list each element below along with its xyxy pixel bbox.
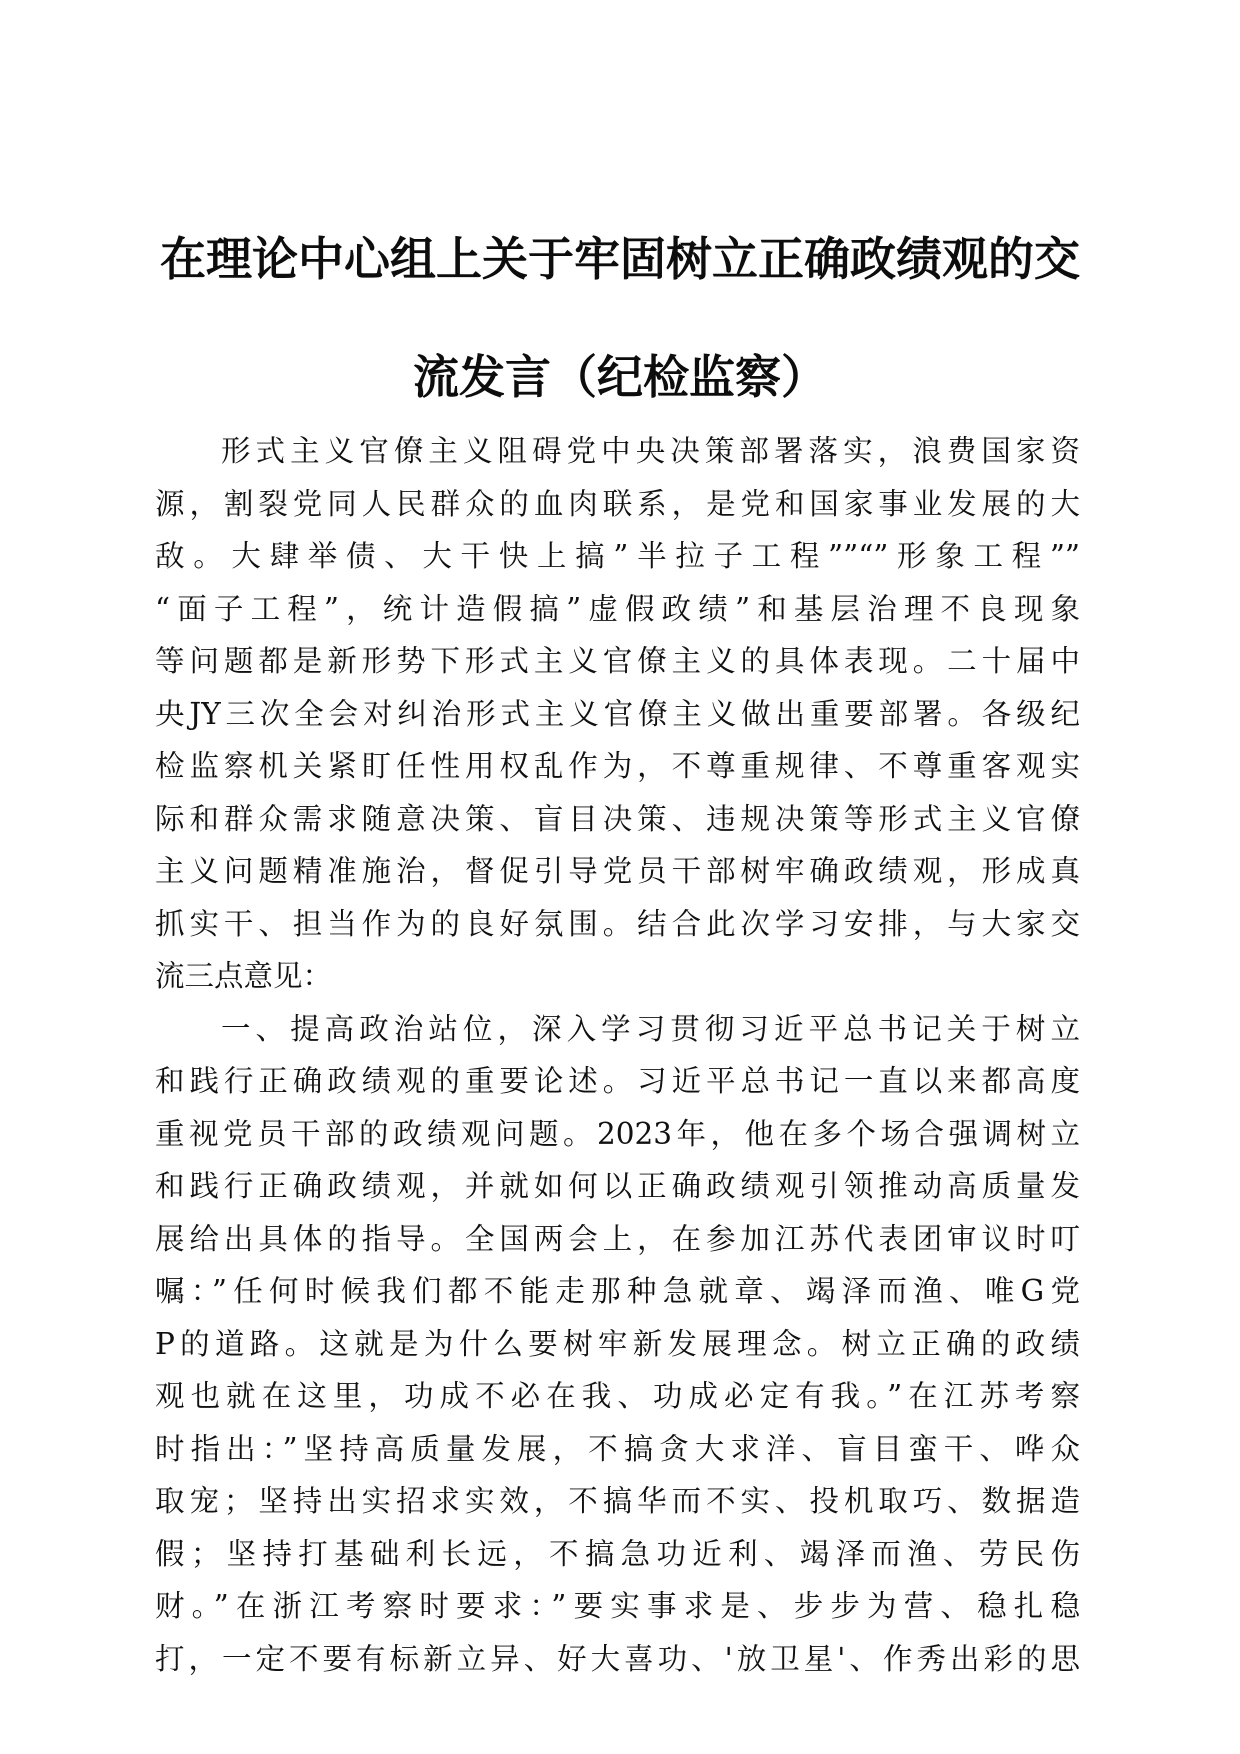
paragraph-line: 央JY三次全会对纠治形式主义官僚主义做出重要部署。各级纪 bbox=[155, 696, 1080, 731]
paragraph-line: 嘱：”任何时候我们都不能走那种急就章、竭泽而渔、唯G党 bbox=[155, 1274, 1080, 1308]
paragraph-line: P的道路。这就是为什么要树牢新发展理念。树立正确的政绩 bbox=[155, 1326, 1080, 1361]
paragraph-line: 财。”在浙江考察时要求：”要实事求是、步步为营、稳扎稳 bbox=[155, 1589, 1080, 1623]
paragraph-line: 取宠；坚持出实招求实效，不搞华而不实、投机取巧、数据造 bbox=[155, 1484, 1080, 1518]
paragraph-line: 形式主义官僚主义阻碍党中央决策部署落实，浪费国家资 bbox=[221, 434, 1080, 468]
paragraph-2 bbox=[155, 1003, 1080, 1686]
paragraph-line: 等问题都是新形势下形式主义官僚主义的具体表现。二十届中 bbox=[155, 644, 1080, 678]
paragraph-line: 打，一定不要有标新立异、好大喜功、'放卫星'、作秀出彩的思 bbox=[155, 1641, 1080, 1676]
paragraph-line: 流三点意见： bbox=[155, 959, 333, 993]
paragraph-line: 抓实干、担当作为的良好氛围。结合此次学习安排，与大家交 bbox=[155, 906, 1080, 941]
paragraph-line: 主义问题精准施治，督促引导党员干部树牢确政绩观，形成真 bbox=[155, 854, 1080, 888]
paragraph-1 bbox=[155, 425, 1080, 1003]
paragraph-line: 展给出具体的指导。全国两会上，在参加江苏代表团审议时叮 bbox=[155, 1221, 1080, 1256]
paragraph-line: 时指出：”坚持高质量发展，不搞贪大求洋、盲目蛮干、哗众 bbox=[155, 1431, 1080, 1466]
paragraph-line: 和践行正确政绩观的重要论述。习近平总书记一直以来都高度 bbox=[155, 1064, 1080, 1098]
paragraph-line: 检监察机关紧盯任性用权乱作为，不尊重规律、不尊重客观实 bbox=[155, 749, 1080, 783]
body-text bbox=[155, 425, 1080, 1685]
document-title-line-1: 在理论中心组上关于牢固树立正确政绩观的交 bbox=[160, 232, 1080, 286]
paragraph-line: 观也就在这里，功成不必在我、功成必定有我。”在江苏考察 bbox=[155, 1379, 1080, 1413]
paragraph-line: 一、提高政治站位，深入学习贯彻习近平总书记关于树立 bbox=[221, 1011, 1080, 1046]
paragraph-line: “面子工程”，统计造假搞”虚假政绩”和基层治理不良现象 bbox=[155, 591, 1080, 626]
paragraph-line: 假；坚持打基础利长远，不搞急功近利、竭泽而渔、劳民伤 bbox=[155, 1536, 1080, 1571]
paragraph-line: 重视党员干部的政绩观问题。2023年，他在多个场合强调树立 bbox=[155, 1116, 1080, 1151]
paragraph-line: 源，割裂党同人民群众的血肉联系，是党和国家事业发展的大 bbox=[155, 486, 1080, 521]
paragraph-line: 和践行正确政绩观，并就如何以正确政绩观引领推动高质量发 bbox=[155, 1169, 1080, 1203]
document-title-line-2: 流发言（纪检监察） bbox=[413, 350, 827, 404]
paragraph-line: 敌。大肆举债、大干快上搞”半拉子工程””“”形象工程”” bbox=[155, 539, 1080, 573]
paragraph-line: 际和群众需求随意决策、盲目决策、违规决策等形式主义官僚 bbox=[155, 801, 1080, 836]
